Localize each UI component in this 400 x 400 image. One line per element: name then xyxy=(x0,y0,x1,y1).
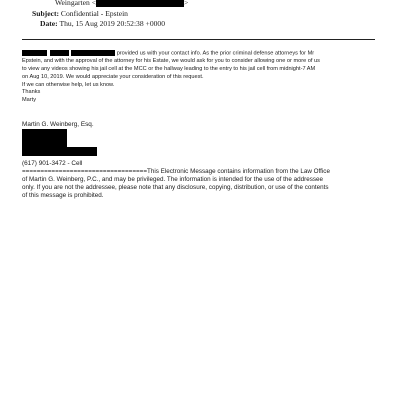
message-line-1-text: provided us with your contact info. As the prior criminal defense attorneys for Mr xyxy=(116,50,315,57)
disclaimer-line-3: only. If you are not the addressee, please note that any disclosure, copying, distribution, or use of the contents xyxy=(22,184,329,191)
to-suffix: > xyxy=(184,0,189,7)
redaction-bar xyxy=(50,50,69,56)
date-label: Date: xyxy=(40,19,58,28)
disclaimer-line-4: of this message is prohibited. xyxy=(22,192,104,199)
message-line-5: If we can otherwise help, let us know. xyxy=(22,81,115,88)
date-line xyxy=(40,19,165,28)
disclaimer-line-2: of Martin G. Weinberg, P.C., and may be privileged. The information is intended for the use of the addressee xyxy=(22,176,324,183)
redaction-bar xyxy=(22,147,97,156)
disclaimer xyxy=(22,168,382,200)
subject-label: Subject: xyxy=(32,9,59,18)
date-value: Thu, 15 Aug 2019 20:52:38 +0000 xyxy=(59,19,166,28)
signature-phone: (617) 901-3472 - Cell xyxy=(22,160,83,167)
disclaimer-line-1: ==================================This Electronic Message contains information from the Law Office xyxy=(22,168,330,175)
redaction-bar xyxy=(22,138,67,147)
message-line-2: Epstein, and with the approval of the attorney for his Estate, we would ask for you to consider allowing one or more of us xyxy=(22,58,320,65)
message-line-6: Thanks xyxy=(22,89,41,96)
message-line-1 xyxy=(22,50,382,58)
to-name: Weingarten < xyxy=(55,0,96,7)
to-line xyxy=(55,0,188,7)
redaction-bar xyxy=(22,129,67,138)
subject-line xyxy=(32,9,128,18)
message-line-4: on Aug 10, 2019. We would appreciate your consideration of this request. xyxy=(22,73,204,80)
redaction-bar xyxy=(96,0,184,7)
message-body xyxy=(22,50,382,105)
redaction-bar xyxy=(71,50,115,56)
subject-value: Confidential - Epstein xyxy=(60,9,128,18)
redaction-bar xyxy=(22,50,47,56)
header-divider xyxy=(22,39,375,40)
signature-redaction xyxy=(22,129,97,156)
message-line-7: Marty xyxy=(22,97,36,104)
message-line-3: to view any videos showing his jail cell at the MCC or the hallway leading to the entry to his jail cell from midnight-7 AM xyxy=(22,66,316,73)
signature-name: Martin G. Weinberg, Esq. xyxy=(22,121,94,128)
